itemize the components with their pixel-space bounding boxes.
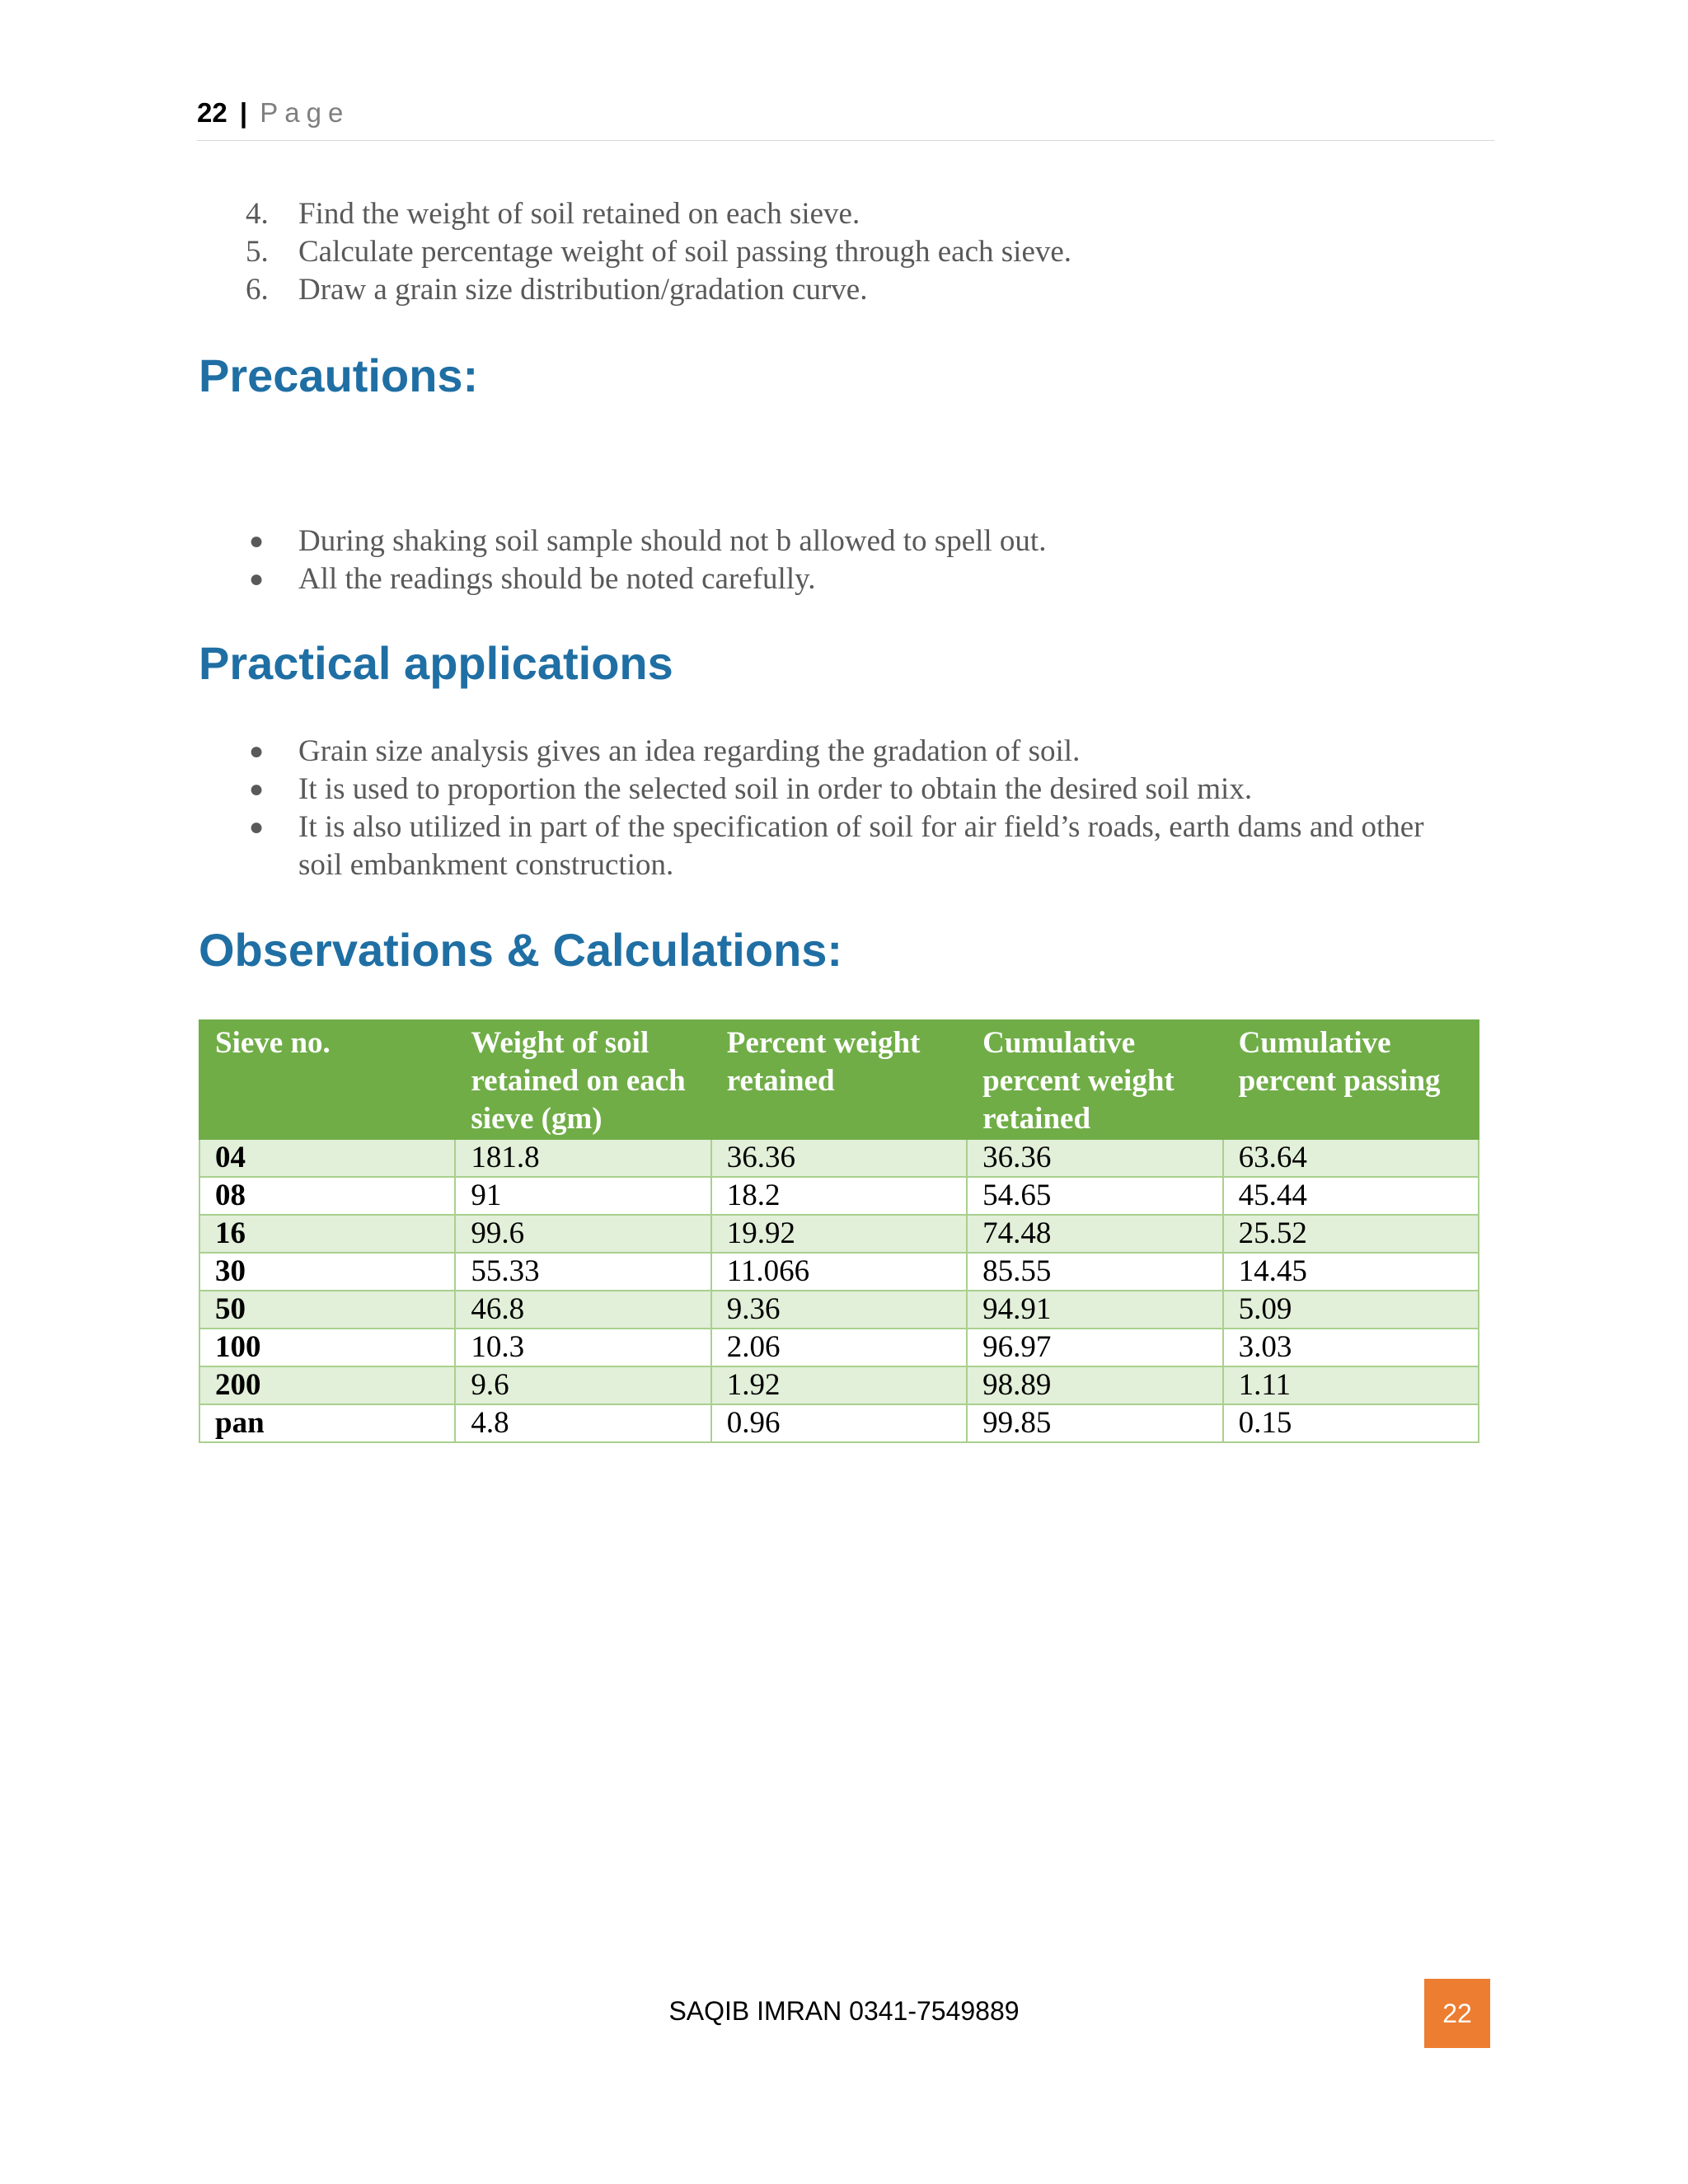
table-cell: 98.89: [967, 1366, 1222, 1404]
table-cell: 91: [455, 1177, 710, 1215]
table-cell: 63.64: [1223, 1139, 1479, 1177]
table-row: [199, 1291, 1479, 1329]
table-row: [199, 1329, 1479, 1366]
table-cell: 94.91: [967, 1291, 1222, 1329]
table-cell: 200: [199, 1366, 455, 1404]
table-cell: 46.8: [455, 1291, 710, 1329]
header-separator: |: [239, 97, 248, 128]
table-cell: 16: [199, 1215, 455, 1253]
bullet-icon: ●: [249, 776, 265, 803]
list-item: 6. Draw a grain size distribution/gradation curve.: [246, 273, 868, 307]
table-cell: 0.15: [1223, 1404, 1479, 1442]
procedure-steps-list: [246, 195, 1071, 309]
table-row: [199, 1366, 1479, 1404]
header-page-number: 22: [197, 97, 227, 128]
table-cell: 99.85: [967, 1404, 1222, 1442]
column-header: Cumulative percent weight retained: [967, 1020, 1222, 1139]
table-cell: 99.6: [455, 1215, 710, 1253]
footer-author: SAQIB IMRAN 0341-7549889: [668, 1996, 1020, 2026]
bullet-icon: ●: [249, 738, 265, 765]
table-cell: 19.92: [711, 1215, 967, 1253]
table-cell: 100: [199, 1329, 455, 1366]
list-item: ● It is used to proportion the selected soil in order to obtain the desired soil mix.: [246, 771, 1469, 808]
table-cell: 9.36: [711, 1291, 967, 1329]
table-cell: 3.03: [1223, 1329, 1479, 1366]
observations-table: [199, 1019, 1479, 1443]
table-cell: 36.36: [967, 1139, 1222, 1177]
table-cell: 74.48: [967, 1215, 1222, 1253]
table-cell: 0.96: [711, 1404, 967, 1442]
bullet-icon: ●: [249, 527, 265, 555]
column-header: Weight of soil retained on each sieve (gm): [455, 1020, 710, 1139]
list-item: ● It is also utilized in part of the specification of soil for air field’s roads, earth dams and other soil embankment construction.: [246, 808, 1469, 884]
table-cell: 08: [199, 1177, 455, 1215]
list-item: 4. Find the weight of soil retained on each sieve.: [246, 197, 860, 231]
table-cell: 14.45: [1223, 1253, 1479, 1291]
column-header: Sieve no.: [199, 1020, 455, 1139]
list-item: 5. Calculate percentage weight of soil passing through each sieve.: [246, 235, 1072, 269]
observations-heading: Observations & Calculations:: [199, 924, 843, 976]
table-row: [199, 1253, 1479, 1291]
applications-heading: Practical applications: [199, 637, 673, 689]
table-cell: 85.55: [967, 1253, 1222, 1291]
header-page-word: Page: [260, 97, 350, 128]
page-header: [197, 97, 1494, 141]
table-cell: 1.92: [711, 1366, 967, 1404]
precautions-list: [246, 523, 1469, 598]
table-cell: 5.09: [1223, 1291, 1479, 1329]
applications-list: [246, 733, 1469, 884]
table-cell: 11.066: [711, 1253, 967, 1291]
column-header: Cumulative percent passing: [1223, 1020, 1479, 1139]
column-header: Percent weight retained: [711, 1020, 967, 1139]
bullet-icon: ●: [249, 813, 265, 841]
table-cell: 9.6: [455, 1366, 710, 1404]
table-row: [199, 1404, 1479, 1442]
table-cell: 181.8: [455, 1139, 710, 1177]
table-cell: 45.44: [1223, 1177, 1479, 1215]
table-cell: 10.3: [455, 1329, 710, 1366]
table-row: [199, 1215, 1479, 1253]
table-cell: 36.36: [711, 1139, 967, 1177]
table-cell: pan: [199, 1404, 455, 1442]
table-cell: 04: [199, 1139, 455, 1177]
table-cell: 18.2: [711, 1177, 967, 1215]
table-row: [199, 1139, 1479, 1177]
bullet-icon: ●: [249, 565, 265, 593]
footer-page-badge: 22: [1424, 1979, 1490, 2048]
table-cell: 50: [199, 1291, 455, 1329]
table-cell: 30: [199, 1253, 455, 1291]
list-item: ● During shaking soil sample should not b allowed to spell out.: [246, 523, 1469, 560]
list-item: ● All the readings should be noted carefully.: [246, 560, 1469, 598]
table-header-row: [199, 1020, 1479, 1139]
table-row: [199, 1177, 1479, 1215]
table-cell: 55.33: [455, 1253, 710, 1291]
table-cell: 1.11: [1223, 1366, 1479, 1404]
table-cell: 25.52: [1223, 1215, 1479, 1253]
list-item: ● Grain size analysis gives an idea regarding the gradation of soil.: [246, 733, 1469, 771]
precautions-heading: Precautions:: [199, 349, 479, 401]
table-cell: 2.06: [711, 1329, 967, 1366]
table-cell: 54.65: [967, 1177, 1222, 1215]
table-cell: 96.97: [967, 1329, 1222, 1366]
table-cell: 4.8: [455, 1404, 710, 1442]
